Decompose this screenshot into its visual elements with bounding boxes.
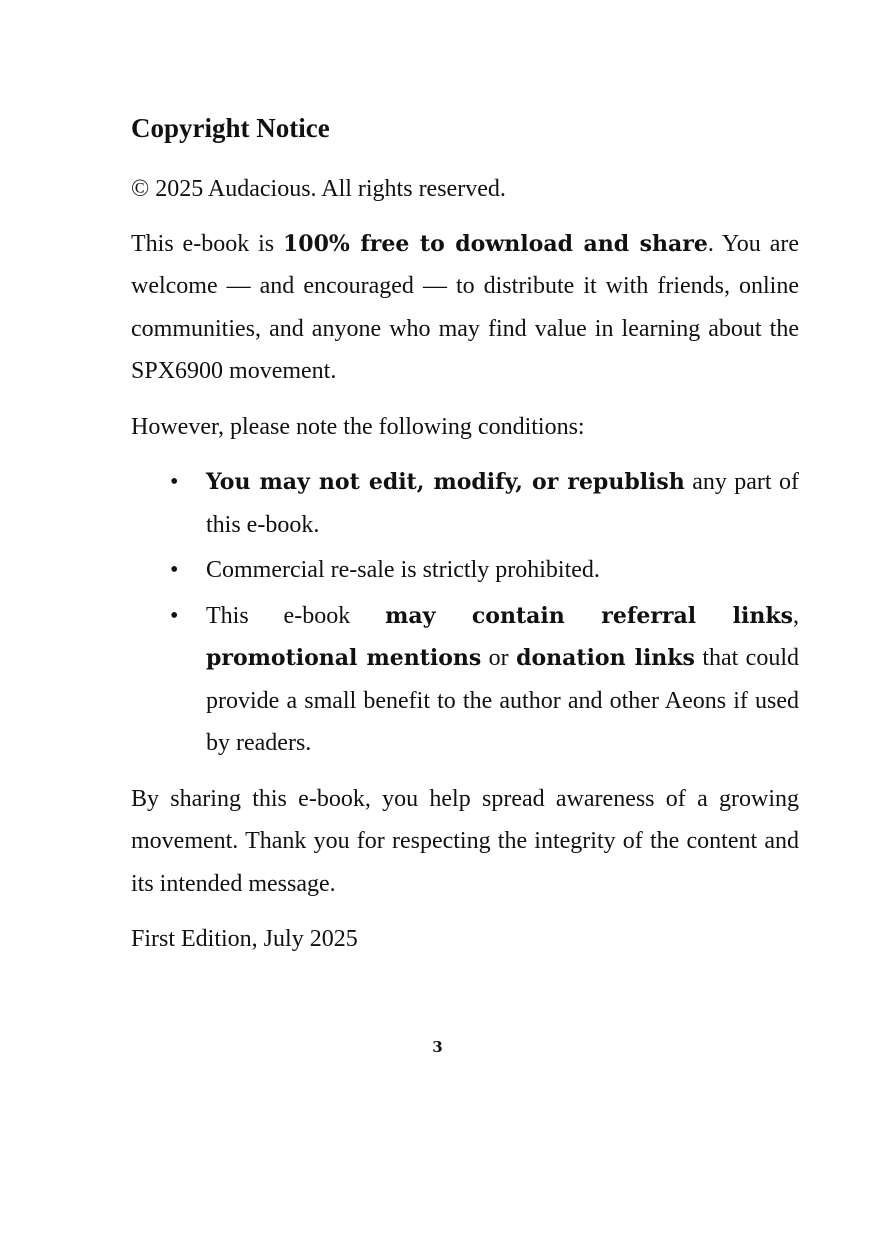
promotional-mentions-emphasis: promotional mentions — [206, 645, 482, 671]
referral-text-pre: This e-book — [206, 602, 386, 629]
bullet-icon: • — [170, 602, 179, 629]
referral-links-emphasis: may contain referral links — [385, 602, 793, 629]
copyright-page — [131, 110, 799, 974]
edition-line: First Edition, July 2025 — [131, 926, 358, 952]
page-title: Copyright Notice — [131, 113, 330, 143]
closing-paragraph: By sharing this e-book, you help spread awareness of a growing movement. Thank you for respecting the integrity of the content and its intended message. — [131, 785, 799, 897]
bullet-icon: • — [170, 469, 179, 495]
list-item — [170, 549, 799, 592]
referral-text-mid2: or — [481, 645, 517, 671]
conditions-list — [131, 461, 799, 765]
free-share-paragraph — [131, 223, 799, 393]
referral-text-post: that could provide a small benefit to the author and other Aeons if used by readers. — [206, 645, 800, 756]
no-edit-text: any part of this e-book. — [206, 469, 799, 538]
conditions-intro: However, please note the following conditions: — [131, 413, 585, 440]
no-edit-emphasis: You may not edit, modify, or republish — [206, 469, 685, 495]
list-item — [170, 595, 800, 765]
page-number: 3 — [432, 1038, 443, 1056]
free-share-text-post: . You are welcome — and encouraged — to distribute it with friends, online communities, and anyone who may find value in learning about the SPX6900 movement. — [131, 230, 799, 384]
free-share-emphasis: 100% free to download and share — [282, 230, 708, 257]
donation-links-emphasis: donation links — [516, 645, 695, 671]
no-resale-text: Commercial re-sale is strictly prohibited. — [206, 557, 600, 583]
referral-text-mid1: , — [793, 602, 799, 629]
copyright-line: © 2025 Audacious. All rights reserved. — [131, 176, 506, 202]
list-item — [170, 461, 799, 546]
free-share-text-pre: This e-book is — [131, 230, 283, 257]
bullet-icon: • — [170, 557, 179, 583]
